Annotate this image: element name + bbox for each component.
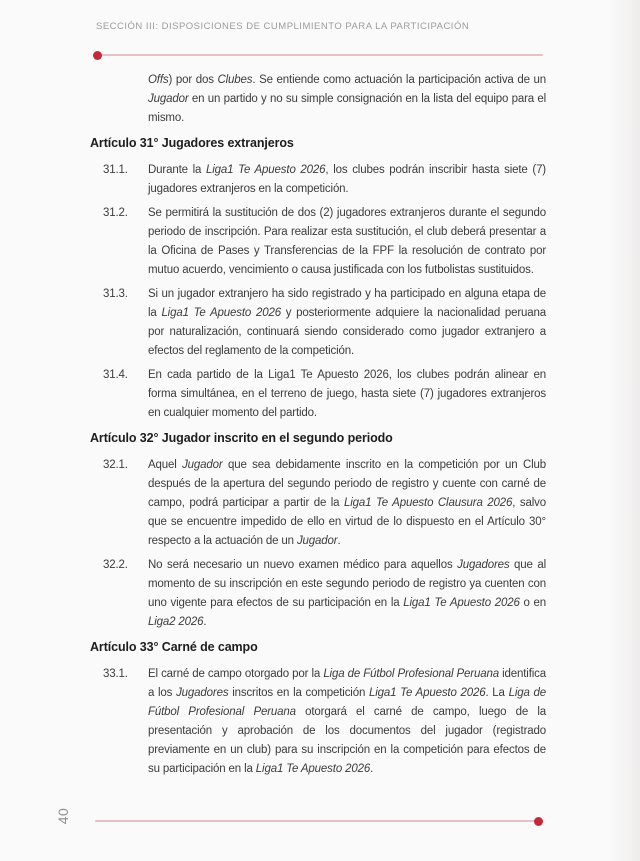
clause-32-2 bbox=[90, 556, 546, 632]
clause-number: 33.1. bbox=[103, 668, 128, 680]
clause-text: No será necesario un nuevo examen médico para aquellos Jugadores que al momento de su inscripción en este segundo periodo de registro ya cuenten con uno vigente para efectos de su participación en la Liga1 Te Apuesto 2026 o en Liga2 2026. bbox=[148, 559, 547, 628]
document-body bbox=[90, 71, 546, 784]
top-divider-line bbox=[96, 54, 543, 56]
clause-number: 31.2. bbox=[103, 207, 128, 219]
clause-32-1 bbox=[90, 456, 546, 551]
clause-text: Si un jugador extranjero ha sido registrado y ha participado en alguna etapa de la Liga1 Te Apuesto 2026 y posteriormente adquiere la nacionalidad peruana por naturalización, continuará siendo considerado como jugador extranjero a efectos del reglamento de la competición. bbox=[148, 288, 546, 357]
clause-31-4 bbox=[90, 366, 546, 423]
clause-text: Aquel Jugador que sea debidamente inscrito en la competición por un Club después de la apertura del segundo periodo de registro y cuente con carné de campo, podrá participar a partir de la Liga1 Te Apuesto Clausura 2026, salvo que se encuentre impedido de ello en virtud de lo dispuesto en el Artículo 30° respecto a la actuación de un Jugador. bbox=[148, 459, 546, 547]
divider-dot-right bbox=[534, 817, 543, 826]
clause-number: 31.3. bbox=[103, 288, 128, 300]
intro-paragraph: Offs) por dos Clubes. Se entiende como actuación la participación activa de un Jugador en un partido y no su simple consignación en la lista del equipo para el mismo. bbox=[148, 74, 547, 124]
clause-33-1 bbox=[90, 665, 546, 779]
divider-dot-left bbox=[93, 51, 102, 60]
section-header: SECCIÓN III: DISPOSICIONES DE CUMPLIMIENTO PARA LA PARTICIPACIÓN bbox=[96, 21, 470, 32]
clause-31-3 bbox=[90, 285, 546, 361]
article-33-heading: Artículo 33° Carné de campo bbox=[90, 640, 258, 654]
bottom-divider-line bbox=[95, 820, 541, 822]
clause-number: 31.4. bbox=[103, 369, 128, 381]
page-number: 40 bbox=[55, 807, 71, 825]
clause-text: Durante la Liga1 Te Apuesto 2026, los clubes podrán inscribir hasta siete (7) jugadores extranjeros en la competición. bbox=[148, 164, 546, 195]
article-32-heading: Artículo 32° Jugador inscrito en el segundo periodo bbox=[90, 431, 393, 445]
clause-31-1 bbox=[90, 161, 546, 199]
clause-number: 32.2. bbox=[103, 559, 128, 571]
clause-31-2 bbox=[90, 204, 546, 280]
clause-text: Se permitirá la sustitución de dos (2) jugadores extranjeros durante el segundo periodo de inscripción. Para realizar esta sustitución, el club deberá presentar a la Oficina de Pases y Transferencias de la FPF la resolución de contrato por mutuo acuerdo, vencimiento o causa justificada con los futbolistas sustituidos. bbox=[148, 207, 546, 276]
clause-text: El carné de campo otorgado por la Liga de Fútbol Profesional Peruana identifica a los Jugadores inscritos en la competición Liga1 Te Apuesto 2026. La Liga de Fútbol Profesional Peruana otorgará el carné de campo, luego de la presentación y aprobación de los documentos del jugador (registrado previamente en un club) para su inscripción en la competición para efectos de su participación en la Liga1 Te Apuesto 2026. bbox=[148, 668, 546, 775]
clause-number: 32.1. bbox=[103, 459, 128, 471]
article-31-heading: Artículo 31° Jugadores extranjeros bbox=[90, 136, 294, 150]
clause-number: 31.1. bbox=[103, 164, 128, 176]
clause-text: En cada partido de la Liga1 Te Apuesto 2026, los clubes podrán alinear en forma simultánea, en el terreno de juego, hasta siete (7) jugadores extranjeros en cualquier momento del partido. bbox=[148, 369, 546, 419]
